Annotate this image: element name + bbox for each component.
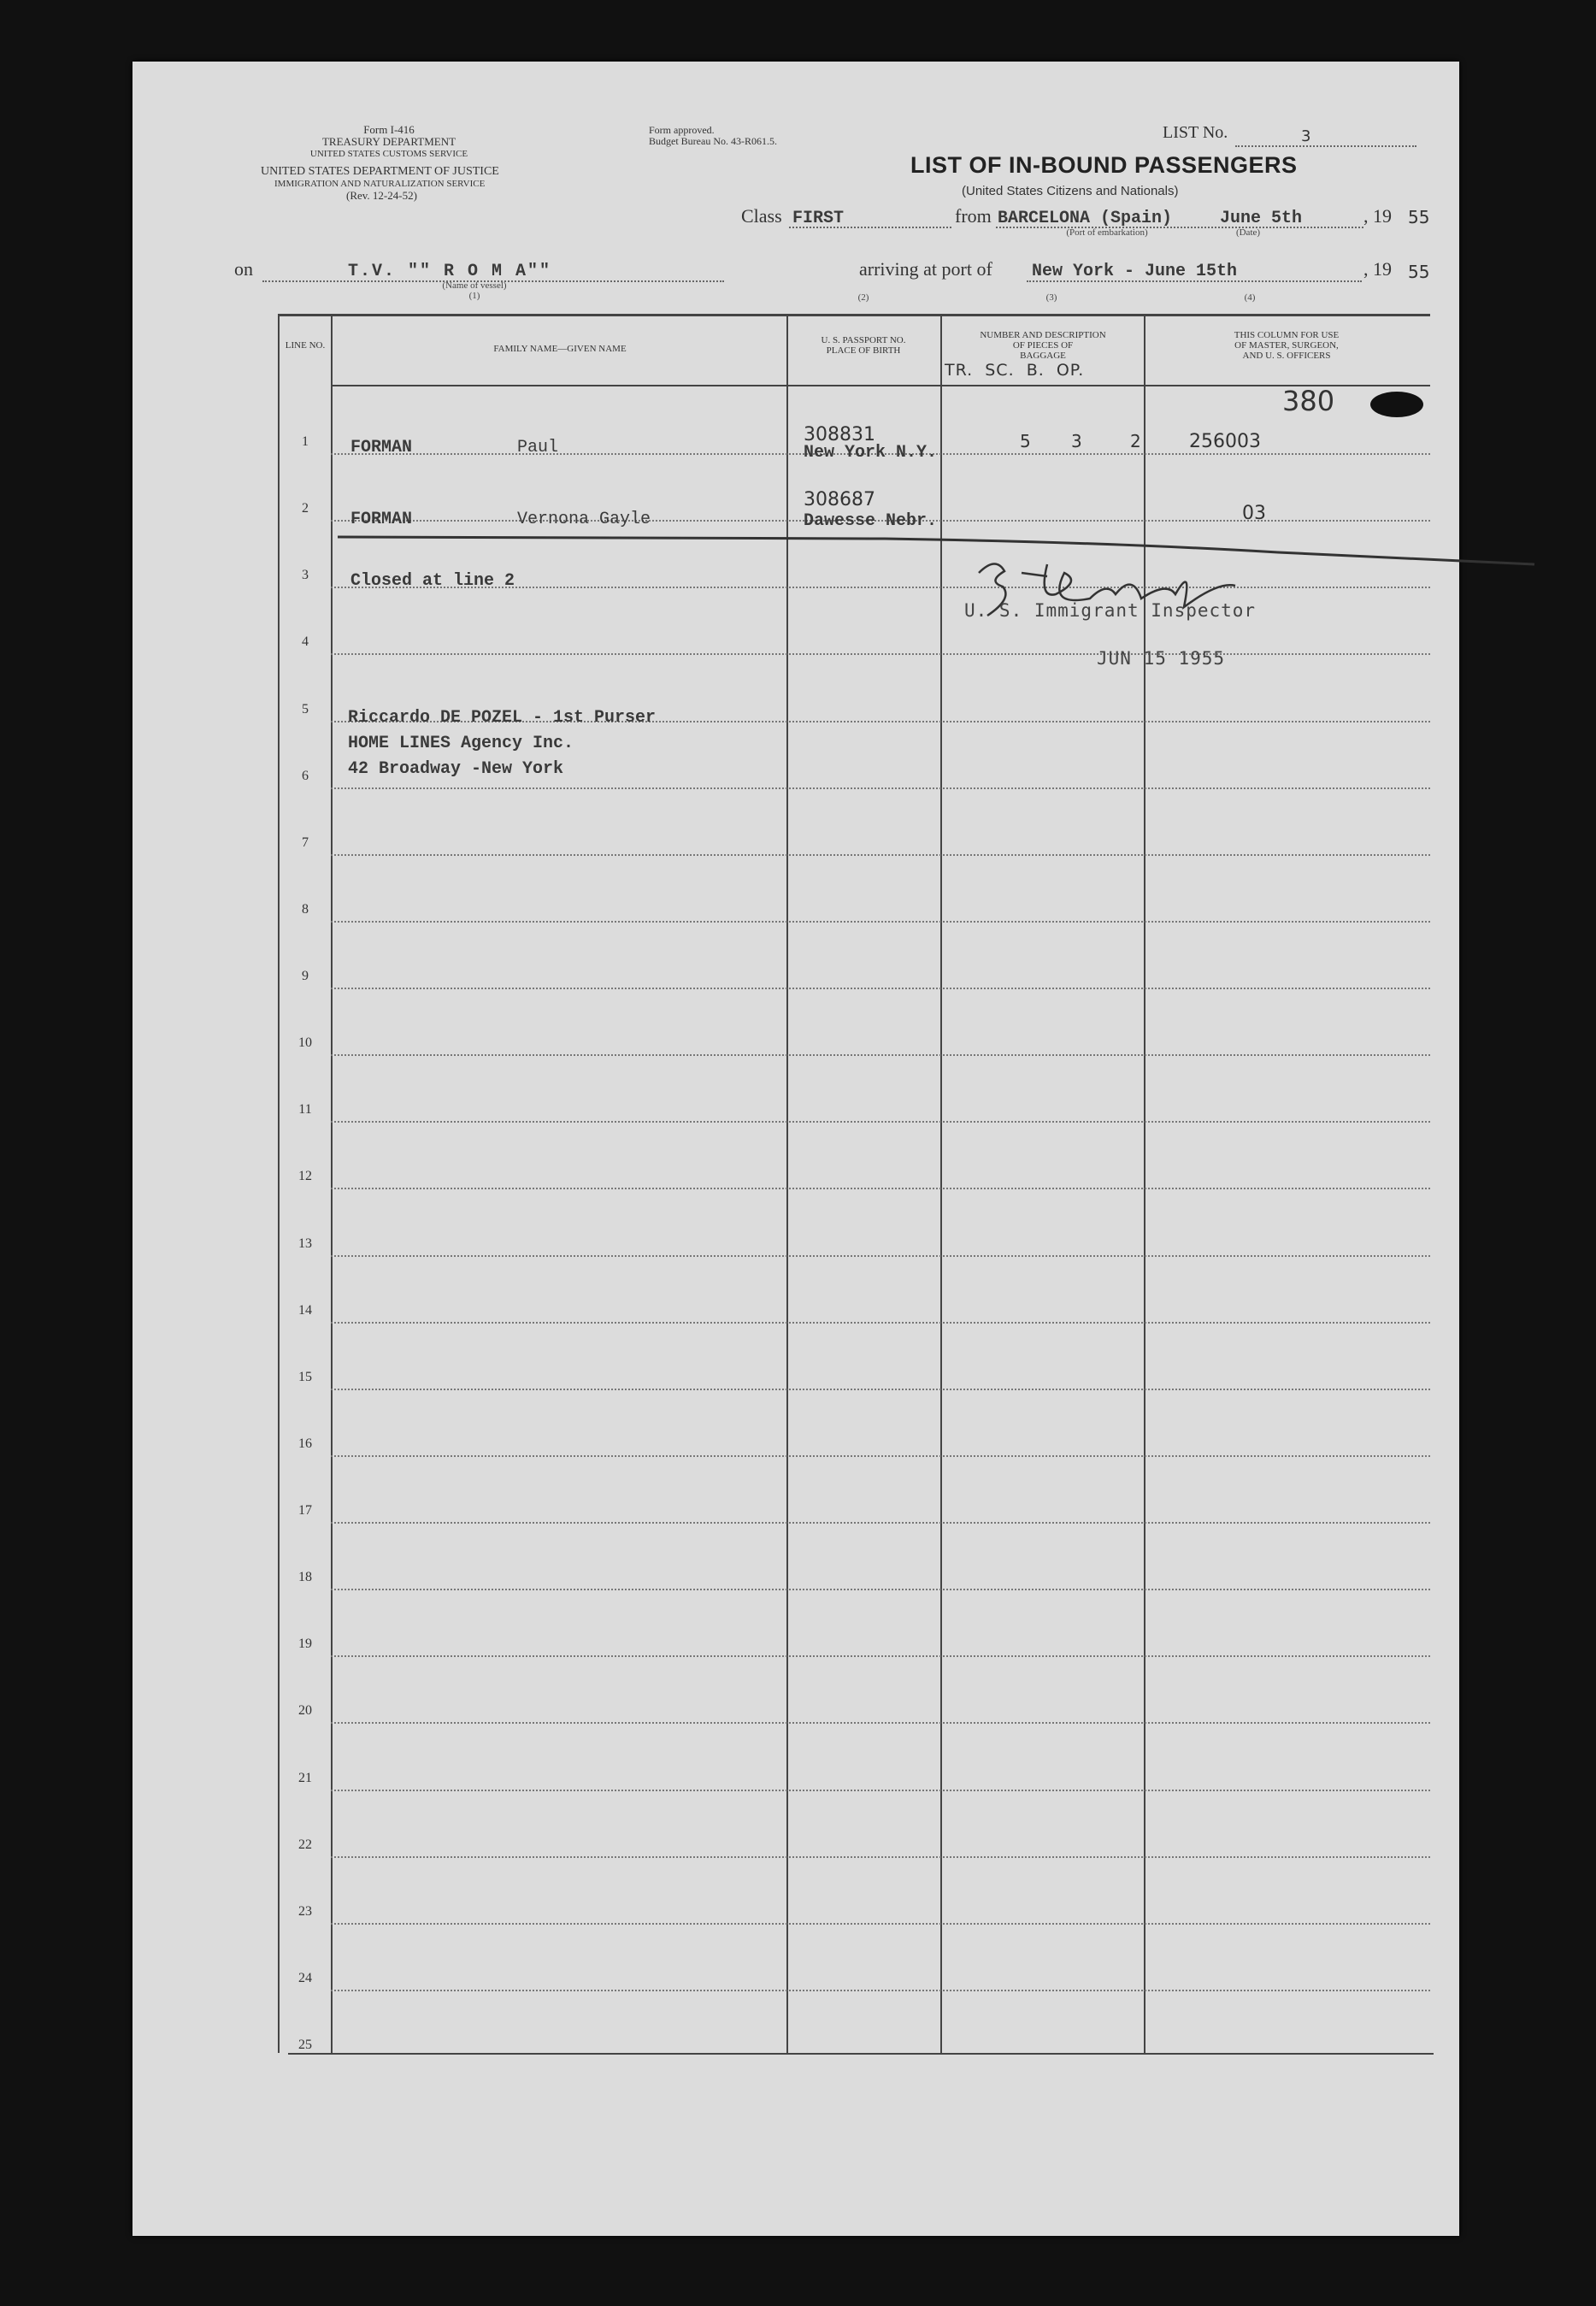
entry-1-passport: 308831 xyxy=(804,424,875,445)
col-name: FAMILY NAME—GIVEN NAME xyxy=(493,344,627,354)
entry-1-given: Paul xyxy=(517,438,559,457)
name-divider xyxy=(786,314,788,2053)
from-label: from xyxy=(955,205,992,227)
row-rule xyxy=(331,653,1430,655)
line-number: 24 xyxy=(298,1970,312,1985)
entry-1-tr: 5 xyxy=(1020,431,1031,451)
line-number: 1 xyxy=(302,434,309,449)
manifest-page xyxy=(133,62,1459,2236)
baggage-subheads: TR. SC. B. OP. xyxy=(945,361,1085,380)
page-title: LIST OF IN-BOUND PASSENGERS xyxy=(910,152,1298,178)
on-label: on xyxy=(234,258,253,280)
inspection-date: JUN 15 1955 xyxy=(1097,648,1226,669)
treasury-dept: TREASURY DEPARTMENT xyxy=(321,135,456,148)
header-bottom-rule xyxy=(331,385,1430,386)
list-no-label: LIST No. xyxy=(1163,123,1228,142)
vessel-caption: (Name of vessel) (1) xyxy=(442,280,507,301)
page-number: 380 xyxy=(1282,385,1335,417)
line-number: 23 xyxy=(298,1903,312,1919)
row-rule xyxy=(331,1722,1430,1724)
row-rule xyxy=(331,1522,1430,1524)
row-rule xyxy=(331,1923,1430,1925)
line-number: 13 xyxy=(298,1236,312,1251)
row-rule xyxy=(331,1990,1430,1991)
page-subtitle: (United States Citizens and Nationals) xyxy=(962,184,1179,198)
entry-1-b: 2 xyxy=(1130,431,1141,451)
row-rule xyxy=(331,787,1430,789)
row-rule xyxy=(331,1790,1430,1791)
justice-dept: UNITED STATES DEPARTMENT OF JUSTICE xyxy=(261,165,499,178)
entry-1-officer: 256003 xyxy=(1189,431,1261,452)
year-2: 55 xyxy=(1408,262,1430,282)
row-rule xyxy=(331,1655,1430,1657)
class-label: Class xyxy=(741,205,782,227)
from-date: June 5th xyxy=(1220,209,1303,228)
vessel-name: T.V. "" R O M A"" xyxy=(348,262,552,281)
caption-2: (2) xyxy=(857,292,869,303)
form-header xyxy=(261,124,517,160)
purser-line-3: 42 Broadway -New York xyxy=(348,759,564,779)
purser-line-1: Riccardo DE POZEL - 1st Purser xyxy=(348,708,657,728)
class-value: FIRST xyxy=(792,209,845,228)
from-value: BARCELONA (Spain) xyxy=(998,209,1173,228)
caption-3: (3) xyxy=(1045,292,1057,303)
date-caption: (Date) xyxy=(1235,227,1261,238)
year-1: 55 xyxy=(1408,207,1430,227)
entry-1-birth: New York N.Y. xyxy=(804,443,938,463)
list-no-value: 3 xyxy=(1301,127,1311,145)
line-no-divider xyxy=(331,314,333,2053)
line-number: 16 xyxy=(298,1436,312,1451)
port-caption: (Port of embarkation) xyxy=(1066,227,1148,238)
col-officers: THIS COLUMN FOR USE OF MASTER, SURGEON, AND U. S. OFFICERS xyxy=(1234,330,1340,361)
closing-stroke xyxy=(338,532,1552,575)
line-number: 21 xyxy=(298,1770,312,1785)
line-number: 20 xyxy=(298,1703,312,1719)
line-number: 10 xyxy=(298,1035,312,1051)
line-number: 22 xyxy=(298,1837,312,1852)
arriving-label: arriving at port of xyxy=(859,258,992,280)
caption-4: (4) xyxy=(1244,292,1256,303)
ink-blot xyxy=(1370,392,1423,417)
line-number: 9 xyxy=(302,969,309,983)
inspector-title: U. S. Immigrant Inspector xyxy=(964,600,1257,621)
entry-2-officer: 03 xyxy=(1242,503,1266,524)
row-rule xyxy=(331,854,1430,856)
year-prefix-2: , 19 xyxy=(1363,258,1392,280)
passport-divider xyxy=(940,314,942,2053)
row-rule xyxy=(331,1389,1430,1390)
row-rule xyxy=(331,921,1430,923)
col-line-no: LINE NO. xyxy=(285,340,326,351)
year-prefix-1: , 19 xyxy=(1363,205,1392,227)
justice-header xyxy=(261,166,620,202)
row-rule xyxy=(331,1322,1430,1324)
row-rule xyxy=(331,1188,1430,1189)
line-number: 19 xyxy=(298,1637,312,1652)
line-number: 18 xyxy=(298,1570,312,1585)
table-top-rule xyxy=(278,314,1430,316)
entry-2-passport: 308687 xyxy=(804,489,875,510)
purser-line-2: HOME LINES Agency Inc. xyxy=(348,734,574,753)
table-bottom-rule xyxy=(288,2053,1434,2055)
entry-1-sc: 3 xyxy=(1071,431,1082,451)
line-number: 14 xyxy=(298,1302,312,1318)
approval-note: Form approved. Budget Bureau No. 43-R061.5. xyxy=(649,124,777,147)
table-left-rule xyxy=(278,314,280,2053)
line-number: 5 xyxy=(302,701,309,717)
form-number: Form I-416 xyxy=(363,123,415,136)
line-number: 4 xyxy=(302,634,309,650)
row-rule xyxy=(331,1455,1430,1457)
row-rule xyxy=(331,1054,1430,1056)
closed-note: Closed at line 2 xyxy=(350,571,515,591)
entry-2-birth: Dawesse Nebr. xyxy=(804,511,938,531)
line-number: 6 xyxy=(302,768,309,783)
line-number: 7 xyxy=(302,835,309,850)
line-number: 25 xyxy=(298,2038,312,2052)
line-number: 11 xyxy=(298,1102,312,1118)
ins-service: IMMIGRATION AND NATURALIZATION SERVICE xyxy=(274,179,486,189)
entry-2-given: Vernona Gayle xyxy=(517,510,651,529)
entry-2-family: FORMAN xyxy=(350,510,413,529)
line-number: 8 xyxy=(302,901,309,917)
arrival-port-date: New York - June 15th xyxy=(1032,262,1238,281)
line-number: 3 xyxy=(302,568,309,583)
line-number: 15 xyxy=(298,1369,312,1384)
col-passport: U. S. PASSPORT NO. PLACE OF BIRTH xyxy=(821,335,906,356)
row-rule xyxy=(331,1856,1430,1858)
line-number: 2 xyxy=(302,501,309,516)
line-number: 12 xyxy=(298,1169,312,1184)
customs-service: UNITED STATES CUSTOMS SERVICE xyxy=(309,149,468,159)
entry-1-family: FORMAN xyxy=(350,438,413,457)
row-rule xyxy=(331,1589,1430,1590)
revision: (Rev. 12-24-52) xyxy=(346,189,417,202)
row-rule xyxy=(331,1121,1430,1123)
row-rule xyxy=(331,1255,1430,1257)
row-rule xyxy=(331,988,1430,989)
line-number: 17 xyxy=(298,1503,312,1518)
col-baggage: NUMBER AND DESCRIPTION OF PIECES OF BAGGAGE xyxy=(980,330,1106,361)
